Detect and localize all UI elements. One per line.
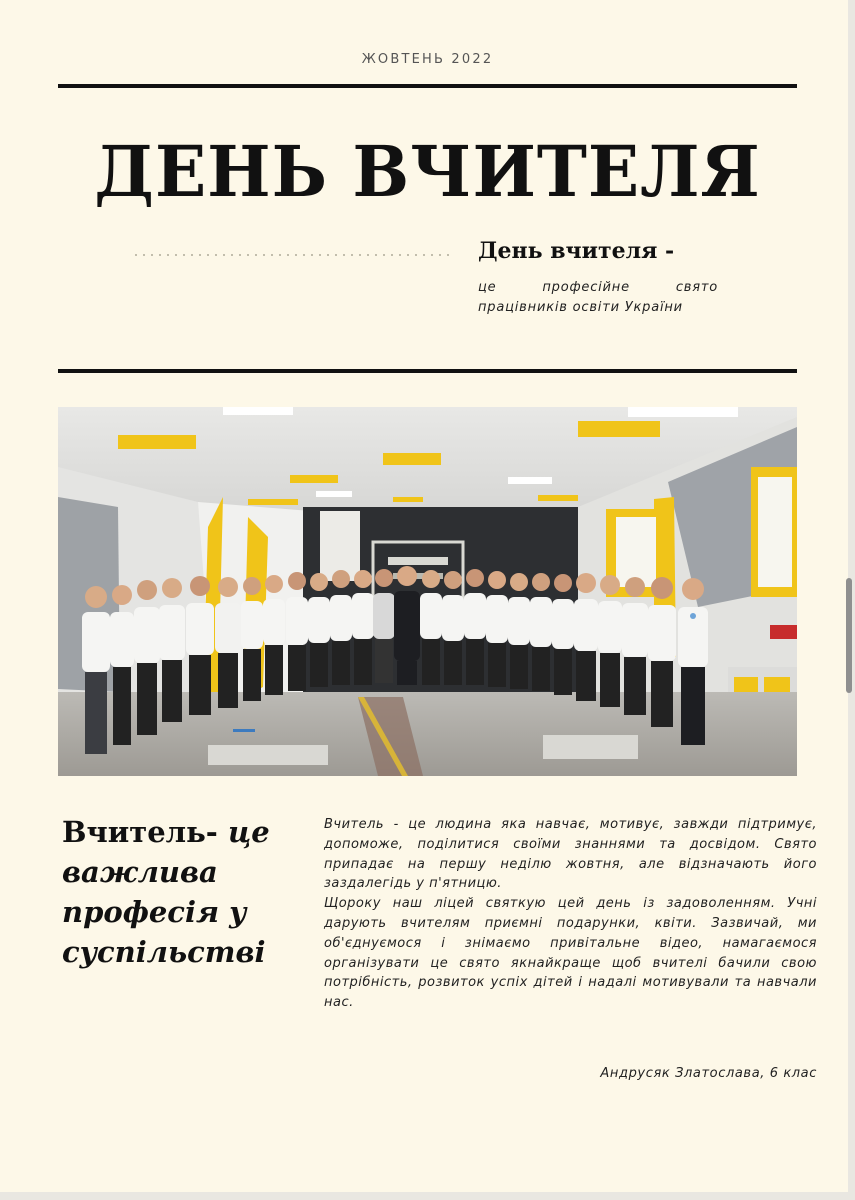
intro-text: це професійне свято працівників освіти України [478, 280, 718, 315]
pull-quote [62, 812, 292, 972]
article-author: Андрусяк Златослава, 6 клас [600, 1066, 817, 1081]
pull-quote-lead: Вчитель- [62, 815, 218, 849]
article-body [324, 815, 817, 1013]
scrollbar-thumb[interactable] [846, 578, 852, 693]
issue-date: ЖОВТЕНЬ 2022 [361, 52, 494, 67]
intro-heading: День вчителя - [478, 238, 675, 264]
article-paragraph: Щороку наш ліцей святкую цей день із задоволенням. Учні дарують вчителям приємні подарунки, квіти. Зазвичай, ми об'єднуємося і знімаємо привітальне відео, намагаємося організувати це свято якнайкраще щоб вчителі бачили свою потрібність, розвиток успіх дітей і надалі мотивували та навчали нас. [324, 896, 817, 1011]
middle-divider [58, 369, 797, 373]
page-title: ДЕНЬ ВЧИТЕЛЯ [94, 130, 761, 213]
dotted-divider [132, 254, 454, 256]
pull-quote-rest: це важлива професія у суспільстві [62, 815, 270, 969]
group-photo [58, 407, 797, 776]
top-divider [58, 84, 797, 88]
article-paragraph: Вчитель - це людина яка навчає, мотивує, завжди підтримує, допоможе, поділитися своїми знаннями та досвідом. Свято припадає на першу неділю жовтня, але відзначають його заздалегідь у п'ятницю. [324, 817, 817, 892]
